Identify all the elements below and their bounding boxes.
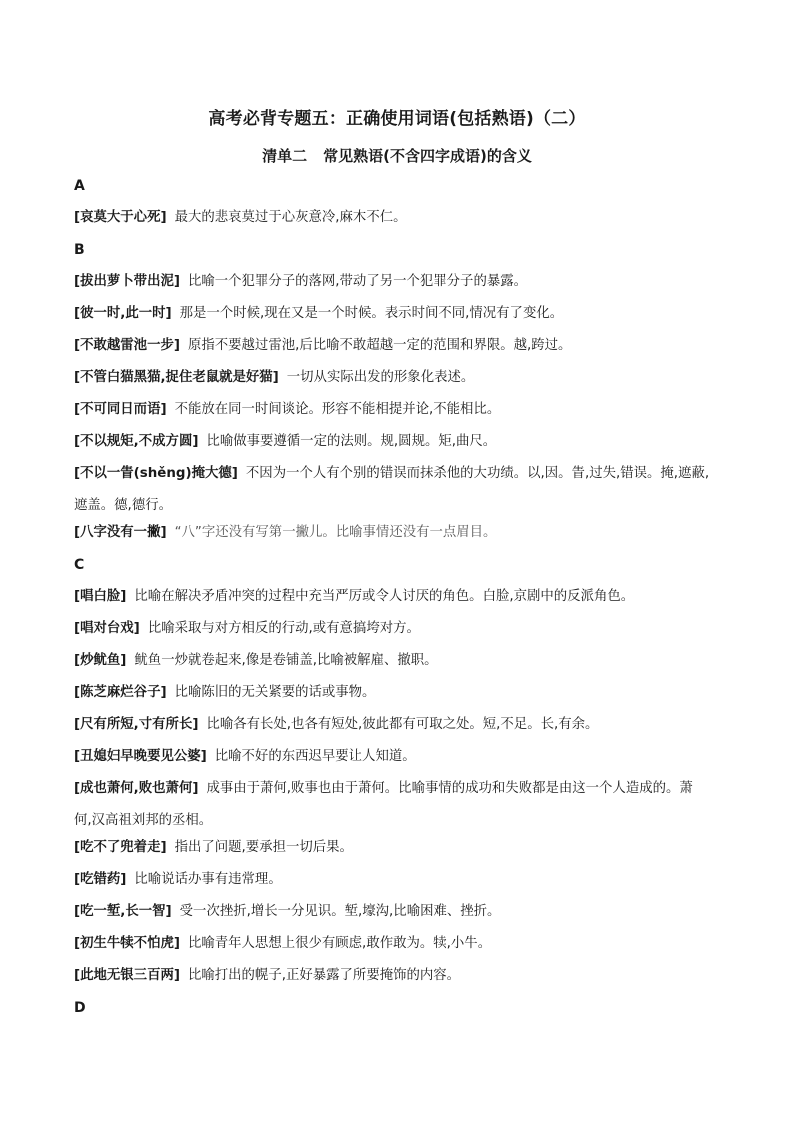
idiom-definition: 比喻一个犯罪分子的落网,带动了另一个犯罪分子的暴露。 (187, 274, 528, 289)
idiom-term: [吃不了兜着走] (74, 840, 167, 855)
idiom-definition: 不能放在同一时间谈论。形容不能相提并论,不能相比。 (174, 402, 501, 417)
subtitle-list-label: 清单二 (262, 147, 308, 165)
idiom-entry (74, 747, 726, 767)
idiom-term: [不以一眚(shěng)掩大德] (74, 466, 238, 481)
idiom-entry (74, 304, 726, 324)
idiom-term: [陈芝麻烂谷子] (74, 685, 167, 700)
idiom-definition: 比喻不好的东西迟早要让人知道。 (214, 749, 416, 764)
idiom-entry (74, 934, 726, 954)
idiom-entry (74, 432, 726, 452)
idiom-definition: 比喻在解决矛盾冲突的过程中充当严厉或令人讨厌的角色。白脸,京剧中的反派角色。 (134, 589, 635, 604)
idiom-definition: 比喻说话办事有违常理。 (134, 872, 282, 887)
page-title: 高考必背专题五：正确使用词语(包括熟语)（二） (208, 109, 586, 129)
idiom-definition: 比喻打出的幌子,正好暴露了所要掩饰的内容。 (187, 968, 461, 983)
idiom-entry (74, 523, 726, 543)
idiom-entry (74, 208, 726, 228)
idiom-term: [尺有所短,寸有所长] (74, 717, 199, 732)
idiom-definition: 比喻采取与对方相反的行动,或有意搞垮对方。 (147, 621, 420, 636)
idiom-definition: 成事由于萧何,败事也由于萧何。比喻事情的成功和失败都是由这一个人造成的。萧 (206, 781, 693, 796)
section-letter-a: A (74, 178, 85, 194)
idiom-entry (74, 651, 726, 671)
idiom-entry (74, 587, 726, 607)
idiom-definition: 比喻陈旧的无关紧要的话或事物。 (174, 685, 376, 700)
idiom-entry (74, 464, 726, 484)
idiom-term: [唱对台戏] (74, 621, 140, 636)
idiom-definition: 一切从实际出发的形象化表述。 (286, 370, 475, 385)
idiom-term: [初生牛犊不怕虎] (74, 936, 180, 951)
idiom-definition: 最大的悲哀莫过于心灰意冷,麻木不仁。 (174, 210, 407, 225)
idiom-term: [唱白脸] (74, 589, 127, 604)
idiom-entry (74, 838, 726, 858)
section-letter-b: B (74, 242, 85, 258)
idiom-term: [不敢越雷池一步] (74, 338, 180, 353)
idiom-definition: 受一次挫折,增长一分见识。堑,壕沟,比喻困难、挫折。 (179, 904, 501, 919)
idiom-term: [彼一时,此一时] (74, 306, 172, 321)
idiom-definition: 不因为一个人有个别的错误而抹杀他的大功绩。以,因。眚,过失,错误。掩,遮蔽, (245, 466, 710, 481)
idiom-entry (74, 272, 726, 292)
idiom-term: [拔出萝卜带出泥] (74, 274, 180, 289)
idiom-definition: 原指不要越过雷池,后比喻不敢超越一定的范围和界限。越,跨过。 (187, 338, 572, 353)
idiom-term: [吃一堑,长一智] (74, 904, 172, 919)
idiom-definition: 那是一个时候,现在又是一个时候。表示时间不同,情况有了变化。 (179, 306, 564, 321)
idiom-entry (74, 683, 726, 703)
idiom-entry (74, 870, 726, 890)
idiom-entry (74, 619, 726, 639)
idiom-term: [成也萧何,败也萧何] (74, 781, 199, 796)
document-body (74, 176, 726, 1030)
idiom-entry (74, 966, 726, 986)
idiom-entry (74, 400, 726, 420)
idiom-definition: 比喻青年人思想上很少有顾虑,敢作敢为。犊,小牛。 (187, 936, 492, 951)
idiom-entry-continuation: 遮盖。德,德行。 (74, 498, 172, 513)
idiom-definition: 指出了问题,要承担一切后果。 (174, 840, 353, 855)
idiom-definition: 比喻各有长处,也各有短处,彼此都有可取之处。短,不足。长,有余。 (206, 717, 599, 732)
idiom-term: [八字没有一撇] (74, 525, 167, 540)
idiom-definition: “八”字还没有写第一撇儿。比喻事情还没有一点眉目。 (174, 525, 497, 540)
idiom-term: [不以规矩,不成方圆] (74, 434, 199, 449)
idiom-entry (74, 902, 726, 922)
idiom-term: [丑媳妇早晚要见公婆] (74, 749, 207, 764)
idiom-term: [吃错药] (74, 872, 127, 887)
idiom-definition: 比喻做事要遵循一定的法则。规,圆规。矩,曲尺。 (206, 434, 497, 449)
idiom-definition: 鱿鱼一炒就卷起来,像是卷铺盖,比喻被解雇、撤职。 (134, 653, 438, 668)
idiom-term: [哀莫大于心死] (74, 210, 167, 225)
idiom-term: [此地无银三百两] (74, 968, 180, 983)
section-letter-c: C (74, 557, 85, 573)
section-letter-d: D (74, 1000, 86, 1016)
idiom-term: [不可同日而语] (74, 402, 167, 417)
idiom-entry (74, 779, 726, 799)
idiom-entry (74, 336, 726, 356)
idiom-entry (74, 368, 726, 388)
idiom-entry (74, 715, 726, 735)
idiom-term: [炒鱿鱼] (74, 653, 127, 668)
section-subtitle (0, 145, 794, 166)
idiom-entry-continuation: 何,汉高祖刘邦的丞相。 (74, 813, 213, 828)
subtitle-topic: 常见熟语(不含四字成语)的含义 (323, 147, 532, 165)
idiom-term: [不管白猫黑猫,捉住老鼠就是好猫] (74, 370, 279, 385)
